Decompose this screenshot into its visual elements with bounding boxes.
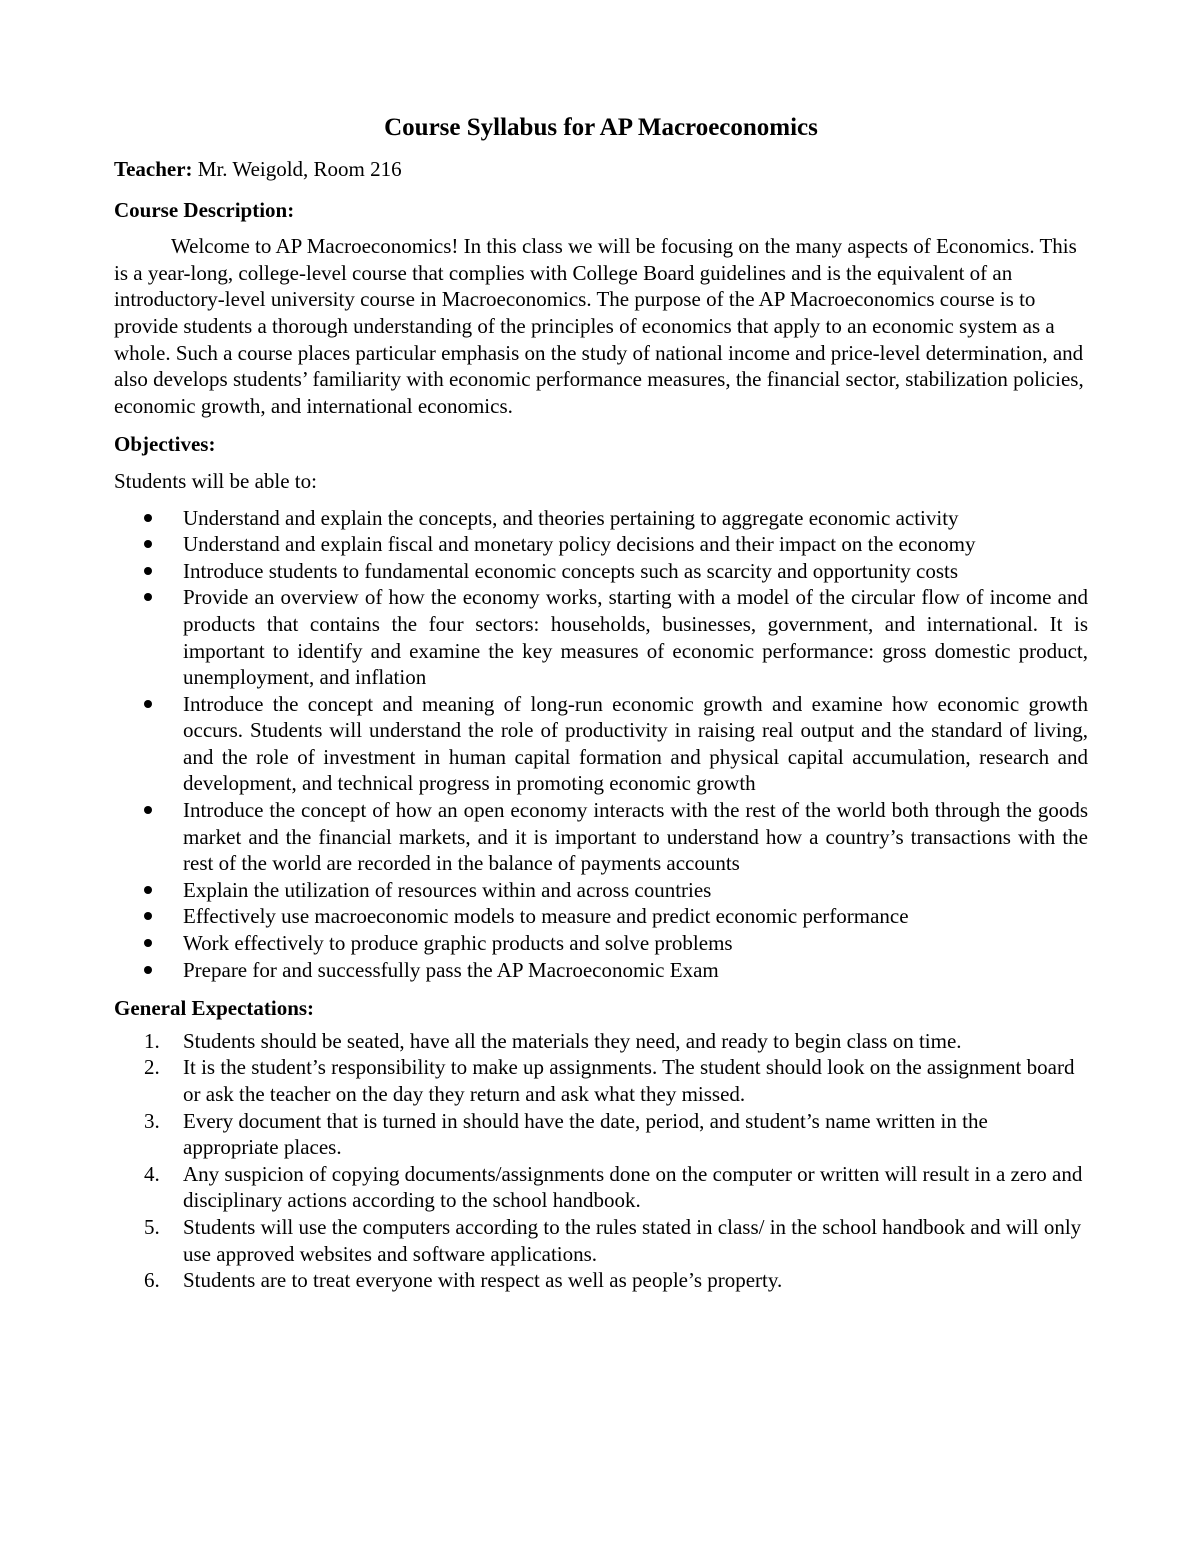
expectation-text: Every document that is turned in should have the date, period, and student’s name written in the appropriate places. — [183, 1108, 988, 1160]
bullet-icon — [144, 700, 152, 708]
objective-item — [114, 797, 1088, 877]
objective-item — [114, 558, 1088, 585]
expectation-text: Any suspicion of copying documents/assignments done on the computer or written will result in a zero and disciplinary actions according to the school handbook. — [183, 1161, 1083, 1213]
objective-item — [114, 877, 1088, 904]
objective-text: Provide an overview of how the economy works, starting with a model of the circular flow of income and products that contains the four sectors: households, businesses, government, and international. It is important to identify and examine the key measures of economic performance: gross domestic product, unemployment, and inflation — [183, 585, 1088, 690]
expectation-text: Students will use the computers according to the rules stated in class/ in the school handbook and will only use approved websites and software applications. — [183, 1214, 1082, 1266]
objective-item — [114, 531, 1088, 558]
course-description-heading: Course Description: — [114, 197, 295, 222]
objective-text: Understand and explain the concepts, and theories pertaining to aggregate economic activity — [183, 505, 959, 530]
expectation-number: 1. — [144, 1028, 160, 1053]
bullet-icon — [144, 886, 152, 894]
bullet-icon — [144, 567, 152, 575]
expectation-number: 6. — [144, 1268, 160, 1293]
expectation-text: Students should be seated, have all the materials they need, and ready to begin class on time. — [183, 1028, 962, 1053]
expectation-item — [114, 1028, 1088, 1055]
bullet-icon — [144, 939, 152, 947]
bullet-icon — [144, 806, 152, 814]
expectation-item — [114, 1161, 1088, 1214]
objective-item — [114, 691, 1088, 797]
objective-text: Explain the utilization of resources within and across countries — [183, 877, 712, 902]
objective-text: Work effectively to produce graphic products and solve problems — [183, 931, 733, 956]
objective-text: Introduce students to fundamental economic concepts such as scarcity and opportunity costs — [183, 558, 959, 583]
objective-text: Prepare for and successfully pass the AP Macroeconomic Exam — [183, 957, 719, 982]
general-expectations-heading: General Expectations: — [114, 996, 315, 1021]
objective-text: Effectively use macroeconomic models to measure and predict economic performance — [183, 904, 909, 929]
bullet-icon — [144, 966, 152, 974]
page-title: Course Syllabus for AP Macroeconomics — [384, 114, 818, 141]
objectives-heading: Objectives: — [114, 432, 216, 457]
expectation-number: 2. — [144, 1055, 160, 1080]
expectation-item — [114, 1108, 1088, 1161]
bullet-icon — [144, 593, 152, 601]
objective-item — [114, 957, 1088, 984]
teacher-label: Teacher: — [114, 157, 193, 181]
expectation-item — [114, 1267, 1088, 1294]
expectation-number: 3. — [144, 1108, 160, 1133]
objectives-lead: Students will be able to: — [114, 468, 317, 493]
objective-item — [114, 903, 1088, 930]
expectation-number: 4. — [144, 1161, 160, 1186]
objective-text: Understand and explain fiscal and monetary policy decisions and their impact on the economy — [183, 532, 976, 557]
expectation-text: Students are to treat everyone with respect as well as people’s property. — [183, 1268, 783, 1293]
expectation-text: It is the student’s responsibility to make up assignments. The student should look on the assignment board or ask the teacher on the day they return and ask what they missed. — [183, 1055, 1075, 1106]
objective-item — [114, 505, 1088, 532]
objective-text: Introduce the concept of how an open economy interacts with the rest of the world both through the goods market and the financial markets, and it is important to understand how a country’s transactions with the rest of the world are recorded in the balance of payments accounts — [183, 798, 1088, 876]
objective-text: Introduce the concept and meaning of long-run economic growth and examine how economic growth occurs. Students will understand the role of productivity in raising real output and the standard of living, and the role of investment in human capital formation and physical capital accumulation, research and development, and technical progress in promoting economic growth — [183, 691, 1088, 796]
bullet-icon — [144, 540, 152, 548]
expectation-item — [114, 1054, 1088, 1107]
objective-item — [114, 930, 1088, 957]
course-description-text: Welcome to AP Macroeconomics! In this class we will be focusing on the many aspects of Economics. This is a year-long, college-level course that complies with College Board guidelines and is the equivalent of an introductory-level university course in Macroeconomics. The purpose of the AP Macroeconomics course is to provide students a thorough understanding of the principles of economics that apply to an economic system as a whole. Such a course places particular emphasis on the study of national income and price-level determination, and also develops students’ familiarity with economic performance measures, the financial sector, stabilization policies, economic growth, and international economics. — [114, 234, 1084, 418]
expectation-item — [114, 1214, 1088, 1267]
objective-item — [114, 584, 1088, 690]
bullet-icon — [144, 514, 152, 522]
expectations-list — [114, 1028, 1088, 1294]
teacher-line — [114, 156, 1088, 183]
objectives-list — [114, 505, 1088, 984]
expectation-number: 5. — [144, 1214, 160, 1239]
bullet-icon — [144, 912, 152, 920]
teacher-value: Mr. Weigold, Room 216 — [192, 157, 402, 181]
